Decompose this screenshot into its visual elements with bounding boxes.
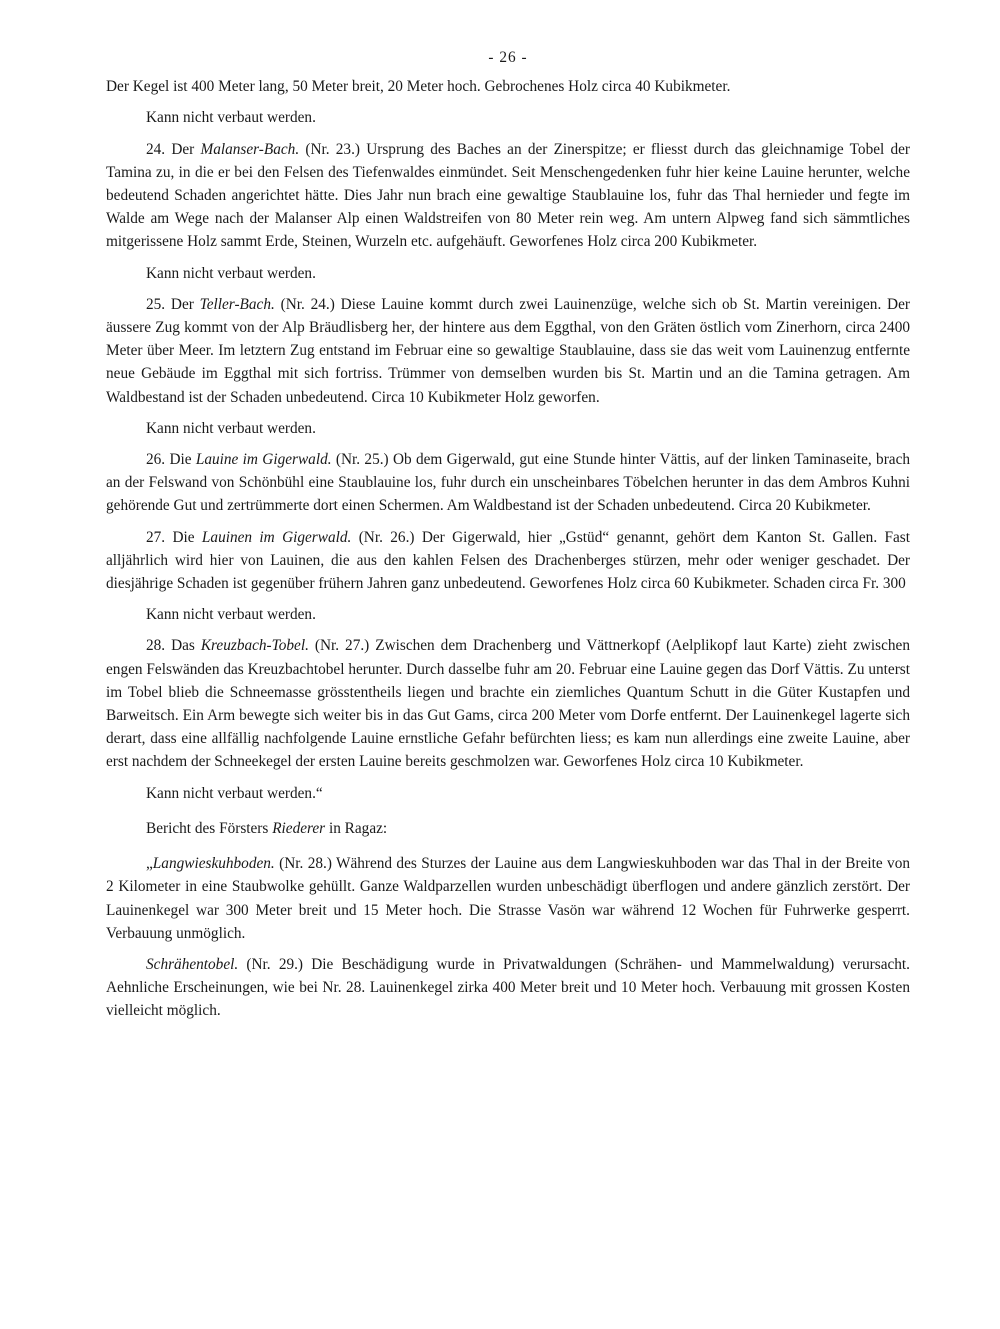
italic-text: Kreuzbach-Tobel.: [200, 637, 309, 655]
paragraph: [106, 417, 910, 440]
italic-text: Teller-Bach.: [199, 295, 275, 313]
text-segment: Kann nicht verbaut werden.: [146, 264, 316, 282]
text-segment: 27. Die: [146, 528, 202, 546]
body-text: [106, 75, 910, 1022]
text-segment: (Nr. 24.) Diese Lauine kommt durch zwei Lauinenzüge, welche sich ob St. Martin vereinigen. Der äussere Zug kommt von der Alp Bräudlisberg her, der hintere aus dem Eggthal, von den Gräten östlich vom Zinerhorn, circa 2400 Meter über Meer. Im letztern Zug entstand im Februar eine so gewaltige Staublauine, dass sie das weit vom Lauinenzug entfernte neue Gebäude im Eggthal mit sich fortriss. Trümmer von demselben wurden bis St. Martin und an die Tamina getragen. Am Waldbestand ist der Schaden unbedeutend. Circa 10 Kubikmeter Holz geworfen.: [106, 295, 910, 406]
text-segment: (Nr. 27.) Zwischen dem Drachenberg und Vättnerkopf (Aelplikopf laut Karte) zieht zwischen engen Felswänden das Kreuzbachtobel herunter. Durch dasselbe fuhr am 20. Februar eine Lauine gegen das Dorf Vättis. Zu unterst im Tobel blieb die Schneemasse grösstentheils liegen und brachte ein ziemliches Quantum Schutt in die Güter Kustapfen und Barweitsch. Ein Arm bewegte sich weiter bis in das Gut Gams, circa 200 Meter vom Dorfe entfernt. Der Lauinenkegel lagerte sich derart, dass eine allfällig nachfolgende Lauine ernstliche Gefahr befürchten liess; es kam nun allerdings eine zweite Lauine, aber erst nachdem der Schneekegel der ersten Lauine bereits geschmolzen war. Geworfenes Holz circa 10 Kubikmeter.: [106, 637, 910, 771]
text-segment: Kann nicht verbaut werden.: [146, 109, 316, 127]
text-segment: „: [146, 855, 153, 873]
text-segment: Kann nicht verbaut werden.“: [146, 784, 323, 802]
text-segment: Bericht des Försters: [146, 819, 273, 837]
paragraph: [106, 138, 910, 254]
paragraph: [106, 75, 910, 98]
page-number: - 26 -: [488, 49, 528, 66]
paragraph: [106, 953, 910, 1023]
italic-text: Malanser-Bach.: [200, 140, 300, 158]
text-segment: Kann nicht verbaut werden.: [146, 419, 316, 437]
text-segment: (Nr. 23.) Ursprung des Baches an der Zinerspitze; er fliesst durch das gleichnamige Tobel der Tamina zu, in die er bei den Felsen des Tiefenwaldes einmündet. Seit Menschengedenken fuhr hier keine Lauine herunter, welche bedeutend Schaden angerichtet hätte. Dies Jahr nun brach eine gewaltige Staublauine los, fuhr das Thal hernieder und fegte im Walde am Wege nach der Malanser Alp einen Waldstreifen von 80 Meter rein weg. Am untern Alpweg fand sich sämmtliches mitgerissene Holz sammt Erde, Steinen, Wurzeln etc. aufgehäuft. Geworfenes Holz circa 200 Kubikmeter.: [106, 140, 910, 251]
text-segment: 24. Der: [146, 140, 201, 158]
paragraph: [106, 817, 910, 840]
italic-text: Lauinen im Gigerwald.: [201, 528, 352, 546]
paragraph: [106, 603, 910, 626]
paragraph: [106, 293, 910, 409]
text-segment: (Nr. 26.) Der Gigerwald, hier „Gstüd“ genannt, gehört dem Kanton St. Gallen. Fast alljährlich wird hier von Lauinen, die aus den kahlen Felsen des Drachenberges stürzen, mehr oder weniger geschadet. Der diesjährige Schaden ist gegenüber frühern Jahren ganz unbedeutend. Geworfenes Holz circa 60 Kubikmeter. Schaden circa Fr. 300: [106, 528, 910, 593]
italic-text: Langwieskuhboden.: [152, 855, 275, 873]
text-segment: Kann nicht verbaut werden.: [146, 606, 316, 624]
document-page: [106, 46, 910, 1031]
paragraph: [106, 448, 910, 518]
text-segment: 26. Die: [146, 451, 196, 469]
text-segment: 25. Der: [146, 295, 200, 313]
text-segment: (Nr. 28.) Während des Sturzes der Lauine aus dem Langwieskuhboden war das Thal in der Breite von 2 Kilometer in eine Staubwolke gehüllt. Ganze Waldparzellen wurden unbeschädigt überflogen und andere gänzlich zerstört. Der Lauinenkegel war 300 Meter breit und 15 Meter hoch. Die Strasse Vasön war während 12 Wochen für Fuhrwerke gesperrt. Verbauung unmöglich.: [106, 855, 910, 942]
text-segment: (Nr. 29.) Die Beschädigung wurde in Privatwaldungen (Schrähen- und Mammelwaldung) verursacht. Aehnliche Erscheinungen, wie bei Nr. 28. Lauinenkegel zirka 400 Meter breit und 10 Meter hoch. Verbauung mit grossen Kosten vielleicht möglich.: [106, 955, 910, 1020]
paragraph: [106, 634, 910, 773]
text-segment: (Nr. 25.) Ob dem Gigerwald, gut eine Stunde hinter Vättis, auf der linken Taminaseite, brach an der Felswand von Schönbühl eine Staublauine los, fuhr durch ein unscheinbares Töbelchen herunter in das dem Ambros Kuhni gehörende Gut und zertrümmerte dort einen Schermen. Am Waldbestand ist der Schaden unbedeutend. Circa 20 Kubikmeter.: [106, 451, 911, 515]
paragraph: [106, 852, 910, 945]
text-segment: 28. Das: [146, 637, 201, 655]
italic-text: Schrähentobel.: [146, 955, 239, 973]
italic-text: Riederer: [272, 819, 326, 837]
text-segment: Der Kegel ist 400 Meter lang, 50 Meter breit, 20 Meter hoch. Gebrochenes Holz circa 40 Kubikmeter.: [106, 78, 731, 96]
italic-text: Lauine im Gigerwald.: [195, 451, 332, 469]
text-segment: in Ragaz:: [325, 819, 388, 837]
paragraph: [106, 526, 910, 596]
paragraph: [106, 106, 910, 129]
paragraph: [106, 262, 910, 285]
paragraph: [106, 782, 910, 805]
